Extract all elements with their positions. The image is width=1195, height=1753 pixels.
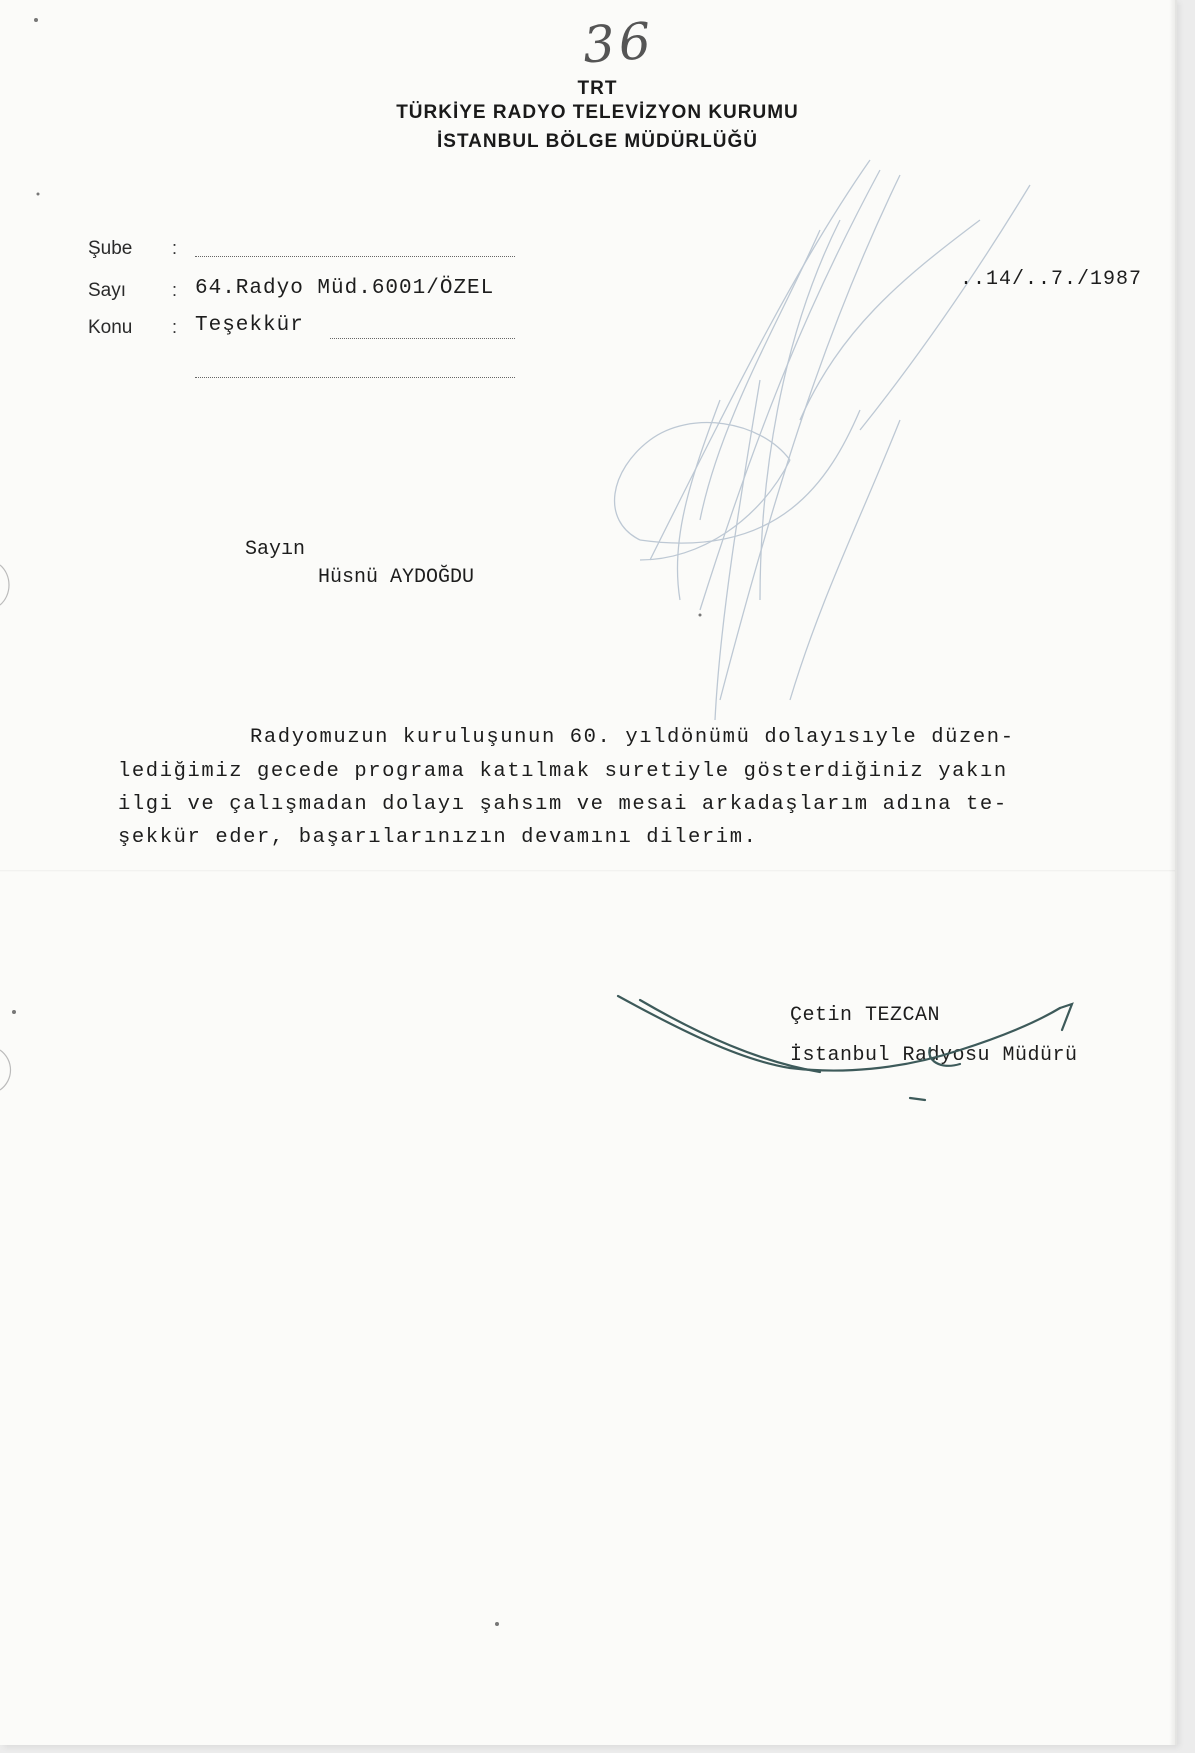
paper-fold-line bbox=[0, 870, 1175, 872]
body-line-3: ilgi ve çalışmadan dolayı şahsım ve mesai arkadaşlarım adına te- bbox=[118, 793, 1008, 816]
body-line-1: Radyomuzun kuruluşunun 60. yıldönümü dolayısıyle düzen- bbox=[250, 726, 1015, 749]
body-line-2: lediğimiz gecede programa katılmak suretiyle gösterdiğiniz yakın bbox=[118, 760, 1008, 783]
body-line-4: şekkür eder, başarılarınızın devamını dilerim. bbox=[118, 826, 758, 849]
konu-dotted-line bbox=[330, 337, 515, 339]
sube-label: Şube bbox=[88, 238, 133, 259]
sube-colon: : bbox=[172, 238, 178, 258]
konu-value: Teşekkür bbox=[195, 314, 304, 337]
sayi-label: Sayı bbox=[88, 280, 127, 301]
konu-label: Konu bbox=[88, 317, 133, 338]
sube-dotted-line bbox=[195, 255, 515, 257]
salutation: Sayın bbox=[245, 538, 306, 561]
letterhead-acronym: TRT bbox=[577, 78, 618, 99]
konu-colon: : bbox=[172, 317, 178, 337]
sayi-colon: : bbox=[172, 280, 178, 300]
letterhead-regional-office: İSTANBUL BÖLGE MÜDÜRLÜĞÜ bbox=[437, 131, 758, 152]
letterhead-organization: TÜRKİYE RADYO TELEVİZYON KURUMU bbox=[396, 102, 799, 123]
sayi-value: 64.Radyo Müd.6001/ÖZEL bbox=[195, 277, 495, 300]
paper-edge-shadow bbox=[1169, 0, 1175, 1745]
recipient-name: Hüsnü AYDOĞDU bbox=[318, 566, 475, 589]
signatory-name: Çetin TEZCAN bbox=[790, 1004, 941, 1027]
handwritten-page-number: 36 bbox=[581, 11, 657, 75]
signatory-title: İstanbul Radyosu Müdürü bbox=[790, 1044, 1078, 1067]
konu-dotted-line-2 bbox=[195, 376, 515, 378]
letter-date: ..14/..7./1987 bbox=[960, 268, 1143, 291]
